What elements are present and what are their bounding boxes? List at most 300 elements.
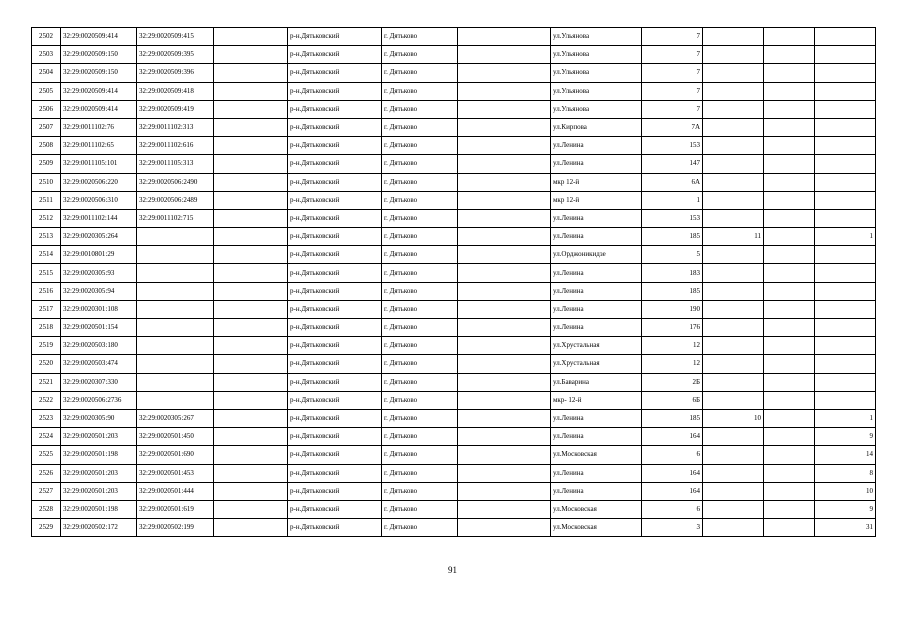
house-number-cell: 12	[642, 337, 703, 355]
row-number-cell: 2518	[32, 319, 61, 337]
related-cadastral-number-cell	[137, 355, 214, 373]
table-row	[32, 482, 876, 500]
table-row	[32, 100, 876, 118]
table-row	[32, 355, 876, 373]
city-cell: г. Дятьково	[382, 137, 458, 155]
building-number-cell	[703, 337, 764, 355]
cadastral-number-cell: 32:29:0020501:203	[61, 464, 137, 482]
page-number: 91	[448, 565, 457, 575]
related-cadastral-number-cell: 32:29:0020509:415	[137, 28, 214, 46]
related-cadastral-number-cell: 32:29:0020305:267	[137, 409, 214, 427]
district-cell: р-н.Дятьковский	[288, 428, 382, 446]
house-number-cell: 7А	[642, 118, 703, 136]
house-number-cell: 6	[642, 446, 703, 464]
house-number-cell: 153	[642, 137, 703, 155]
corpus-cell	[764, 300, 815, 318]
blank-column-cell	[214, 464, 288, 482]
apartment-number-cell	[815, 264, 876, 282]
table-row	[32, 446, 876, 464]
table-row	[32, 409, 876, 427]
city-cell: г. Дятьково	[382, 519, 458, 537]
table-row	[32, 28, 876, 46]
table-row	[32, 118, 876, 136]
cadastral-number-cell: 32:29:0011105:101	[61, 155, 137, 173]
corpus-cell	[764, 209, 815, 227]
house-number-cell: 7	[642, 28, 703, 46]
locality-cell	[458, 464, 551, 482]
locality-cell	[458, 209, 551, 227]
table-row	[32, 282, 876, 300]
locality-cell	[458, 282, 551, 300]
row-number-cell: 2514	[32, 246, 61, 264]
related-cadastral-number-cell: 32:29:0011102:616	[137, 137, 214, 155]
row-number-cell: 2528	[32, 500, 61, 518]
table-row	[32, 300, 876, 318]
locality-cell	[458, 300, 551, 318]
building-number-cell	[703, 428, 764, 446]
house-number-cell: 176	[642, 319, 703, 337]
apartment-number-cell	[815, 100, 876, 118]
registry-table-body	[32, 28, 876, 537]
city-cell: г. Дятьково	[382, 209, 458, 227]
building-number-cell	[703, 264, 764, 282]
corpus-cell	[764, 228, 815, 246]
street-cell: ул.Ленина	[551, 264, 642, 282]
house-number-cell: 7	[642, 64, 703, 82]
city-cell: г. Дятьково	[382, 46, 458, 64]
blank-column-cell	[214, 191, 288, 209]
city-cell: г. Дятьково	[382, 373, 458, 391]
locality-cell	[458, 264, 551, 282]
locality-cell	[458, 46, 551, 64]
city-cell: г. Дятьково	[382, 228, 458, 246]
related-cadastral-number-cell	[137, 319, 214, 337]
apartment-number-cell	[815, 337, 876, 355]
street-cell: ул.Ленина	[551, 428, 642, 446]
apartment-number-cell: 31	[815, 519, 876, 537]
district-cell: р-н.Дятьковский	[288, 355, 382, 373]
locality-cell	[458, 337, 551, 355]
district-cell: р-н.Дятьковский	[288, 155, 382, 173]
district-cell: р-н.Дятьковский	[288, 46, 382, 64]
blank-column-cell	[214, 428, 288, 446]
building-number-cell	[703, 82, 764, 100]
building-number-cell	[703, 28, 764, 46]
house-number-cell: 190	[642, 300, 703, 318]
district-cell: р-н.Дятьковский	[288, 391, 382, 409]
city-cell: г. Дятьково	[382, 319, 458, 337]
cadastral-number-cell: 32:29:0020503:474	[61, 355, 137, 373]
apartment-number-cell: 1	[815, 409, 876, 427]
corpus-cell	[764, 482, 815, 500]
district-cell: р-н.Дятьковский	[288, 500, 382, 518]
table-row	[32, 137, 876, 155]
blank-column-cell	[214, 482, 288, 500]
locality-cell	[458, 355, 551, 373]
apartment-number-cell	[815, 391, 876, 409]
district-cell: р-н.Дятьковский	[288, 464, 382, 482]
district-cell: р-н.Дятьковский	[288, 246, 382, 264]
locality-cell	[458, 191, 551, 209]
apartment-number-cell	[815, 319, 876, 337]
cadastral-number-cell: 32:29:0011102:76	[61, 118, 137, 136]
related-cadastral-number-cell	[137, 246, 214, 264]
street-cell: ул.Хрустальная	[551, 355, 642, 373]
street-cell: ул.Московская	[551, 446, 642, 464]
district-cell: р-н.Дятьковский	[288, 173, 382, 191]
table-row	[32, 155, 876, 173]
house-number-cell: 5	[642, 246, 703, 264]
district-cell: р-н.Дятьковский	[288, 373, 382, 391]
related-cadastral-number-cell: 32:29:0020501:453	[137, 464, 214, 482]
city-cell: г. Дятьково	[382, 82, 458, 100]
blank-column-cell	[214, 319, 288, 337]
district-cell: р-н.Дятьковский	[288, 64, 382, 82]
blank-column-cell	[214, 155, 288, 173]
table-row	[32, 337, 876, 355]
cadastral-number-cell: 32:29:0020301:108	[61, 300, 137, 318]
corpus-cell	[764, 155, 815, 173]
street-cell: ул.Ленина	[551, 282, 642, 300]
district-cell: р-н.Дятьковский	[288, 319, 382, 337]
street-cell: ул.Ульянова	[551, 100, 642, 118]
table-row	[32, 209, 876, 227]
corpus-cell	[764, 46, 815, 64]
street-cell: мкр 12-й	[551, 173, 642, 191]
row-number-cell: 2517	[32, 300, 61, 318]
corpus-cell	[764, 191, 815, 209]
apartment-number-cell	[815, 64, 876, 82]
locality-cell	[458, 100, 551, 118]
street-cell: ул.Ленина	[551, 228, 642, 246]
row-number-cell: 2525	[32, 446, 61, 464]
related-cadastral-number-cell: 32:29:0020509:419	[137, 100, 214, 118]
blank-column-cell	[214, 337, 288, 355]
locality-cell	[458, 82, 551, 100]
cadastral-number-cell: 32:29:0020506:310	[61, 191, 137, 209]
cadastral-number-cell: 32:29:0020501:198	[61, 446, 137, 464]
locality-cell	[458, 500, 551, 518]
city-cell: г. Дятьково	[382, 64, 458, 82]
building-number-cell	[703, 464, 764, 482]
blank-column-cell	[214, 373, 288, 391]
table-row	[32, 428, 876, 446]
apartment-number-cell	[815, 355, 876, 373]
corpus-cell	[764, 500, 815, 518]
blank-column-cell	[214, 264, 288, 282]
locality-cell	[458, 228, 551, 246]
related-cadastral-number-cell	[137, 300, 214, 318]
row-number-cell: 2512	[32, 209, 61, 227]
apartment-number-cell	[815, 28, 876, 46]
cadastral-number-cell: 32:29:0020305:264	[61, 228, 137, 246]
corpus-cell	[764, 428, 815, 446]
blank-column-cell	[214, 173, 288, 191]
city-cell: г. Дятьково	[382, 409, 458, 427]
street-cell: ул.Ульянова	[551, 82, 642, 100]
house-number-cell: 185	[642, 282, 703, 300]
related-cadastral-number-cell: 32:29:0020501:450	[137, 428, 214, 446]
locality-cell	[458, 373, 551, 391]
related-cadastral-number-cell: 32:29:0020506:2490	[137, 173, 214, 191]
corpus-cell	[764, 337, 815, 355]
building-number-cell	[703, 64, 764, 82]
locality-cell	[458, 64, 551, 82]
apartment-number-cell	[815, 209, 876, 227]
row-number-cell: 2520	[32, 355, 61, 373]
street-cell: мкр- 12-й	[551, 391, 642, 409]
row-number-cell: 2502	[32, 28, 61, 46]
building-number-cell	[703, 209, 764, 227]
building-number-cell: 11	[703, 228, 764, 246]
city-cell: г. Дятьково	[382, 173, 458, 191]
district-cell: р-н.Дятьковский	[288, 264, 382, 282]
apartment-number-cell	[815, 173, 876, 191]
blank-column-cell	[214, 64, 288, 82]
table-row	[32, 264, 876, 282]
building-number-cell	[703, 519, 764, 537]
corpus-cell	[764, 391, 815, 409]
related-cadastral-number-cell	[137, 391, 214, 409]
building-number-cell	[703, 319, 764, 337]
blank-column-cell	[214, 209, 288, 227]
city-cell: г. Дятьково	[382, 191, 458, 209]
row-number-cell: 2526	[32, 464, 61, 482]
house-number-cell: 7	[642, 46, 703, 64]
cadastral-number-cell: 32:29:0020501:203	[61, 428, 137, 446]
district-cell: р-н.Дятьковский	[288, 137, 382, 155]
cadastral-number-cell: 32:29:0020501:154	[61, 319, 137, 337]
row-number-cell: 2513	[32, 228, 61, 246]
district-cell: р-н.Дятьковский	[288, 337, 382, 355]
related-cadastral-number-cell	[137, 282, 214, 300]
district-cell: р-н.Дятьковский	[288, 300, 382, 318]
blank-column-cell	[214, 446, 288, 464]
table-row	[32, 191, 876, 209]
cadastral-number-cell: 32:29:0010801:29	[61, 246, 137, 264]
row-number-cell: 2503	[32, 46, 61, 64]
apartment-number-cell	[815, 118, 876, 136]
street-cell: ул.Кирпова	[551, 118, 642, 136]
locality-cell	[458, 28, 551, 46]
row-number-cell: 2511	[32, 191, 61, 209]
building-number-cell	[703, 391, 764, 409]
apartment-number-cell	[815, 46, 876, 64]
locality-cell	[458, 482, 551, 500]
cadastral-number-cell: 32:29:0011102:65	[61, 137, 137, 155]
corpus-cell	[764, 409, 815, 427]
locality-cell	[458, 519, 551, 537]
house-number-cell: 185	[642, 409, 703, 427]
related-cadastral-number-cell: 32:29:0020502:199	[137, 519, 214, 537]
corpus-cell	[764, 137, 815, 155]
blank-column-cell	[214, 118, 288, 136]
building-number-cell	[703, 482, 764, 500]
corpus-cell	[764, 446, 815, 464]
related-cadastral-number-cell	[137, 373, 214, 391]
blank-column-cell	[214, 137, 288, 155]
building-number-cell	[703, 300, 764, 318]
city-cell: г. Дятьково	[382, 155, 458, 173]
locality-cell	[458, 446, 551, 464]
table-row	[32, 246, 876, 264]
cadastral-number-cell: 32:29:0020509:150	[61, 46, 137, 64]
building-number-cell	[703, 446, 764, 464]
street-cell: ул.Московская	[551, 500, 642, 518]
table-row	[32, 173, 876, 191]
row-number-cell: 2506	[32, 100, 61, 118]
street-cell: ул.Ленина	[551, 137, 642, 155]
apartment-number-cell: 9	[815, 428, 876, 446]
locality-cell	[458, 391, 551, 409]
city-cell: г. Дятьково	[382, 300, 458, 318]
district-cell: р-н.Дятьковский	[288, 482, 382, 500]
blank-column-cell	[214, 100, 288, 118]
corpus-cell	[764, 373, 815, 391]
house-number-cell: 7	[642, 100, 703, 118]
row-number-cell: 2509	[32, 155, 61, 173]
locality-cell	[458, 118, 551, 136]
blank-column-cell	[214, 46, 288, 64]
related-cadastral-number-cell	[137, 264, 214, 282]
apartment-number-cell	[815, 373, 876, 391]
apartment-number-cell: 10	[815, 482, 876, 500]
corpus-cell	[764, 519, 815, 537]
registry-table	[31, 27, 876, 537]
row-number-cell: 2508	[32, 137, 61, 155]
table-row	[32, 373, 876, 391]
street-cell: ул.Ульянова	[551, 28, 642, 46]
blank-column-cell	[214, 246, 288, 264]
building-number-cell	[703, 500, 764, 518]
related-cadastral-number-cell: 32:29:0020501:690	[137, 446, 214, 464]
house-number-cell: 6	[642, 500, 703, 518]
city-cell: г. Дятьково	[382, 391, 458, 409]
building-number-cell	[703, 137, 764, 155]
blank-column-cell	[214, 300, 288, 318]
cadastral-number-cell: 32:29:0011102:144	[61, 209, 137, 227]
apartment-number-cell: 8	[815, 464, 876, 482]
blank-column-cell	[214, 409, 288, 427]
street-cell: ул.Баварина	[551, 373, 642, 391]
cadastral-number-cell: 32:29:0020501:203	[61, 482, 137, 500]
city-cell: г. Дятьково	[382, 264, 458, 282]
related-cadastral-number-cell	[137, 228, 214, 246]
city-cell: г. Дятьково	[382, 446, 458, 464]
house-number-cell: 12	[642, 355, 703, 373]
city-cell: г. Дятьково	[382, 428, 458, 446]
building-number-cell	[703, 100, 764, 118]
corpus-cell	[764, 82, 815, 100]
city-cell: г. Дятьково	[382, 464, 458, 482]
table-row	[32, 519, 876, 537]
cadastral-number-cell: 32:29:0020305:94	[61, 282, 137, 300]
city-cell: г. Дятьково	[382, 28, 458, 46]
apartment-number-cell	[815, 155, 876, 173]
related-cadastral-number-cell: 32:29:0020509:395	[137, 46, 214, 64]
building-number-cell	[703, 118, 764, 136]
cadastral-number-cell: 32:29:0020509:414	[61, 28, 137, 46]
apartment-number-cell: 1	[815, 228, 876, 246]
street-cell: мкр 12-й	[551, 191, 642, 209]
city-cell: г. Дятьково	[382, 337, 458, 355]
city-cell: г. Дятьково	[382, 282, 458, 300]
city-cell: г. Дятьково	[382, 118, 458, 136]
corpus-cell	[764, 173, 815, 191]
building-number-cell	[703, 191, 764, 209]
district-cell: р-н.Дятьковский	[288, 446, 382, 464]
blank-column-cell	[214, 355, 288, 373]
building-number-cell	[703, 46, 764, 64]
blank-column-cell	[214, 28, 288, 46]
house-number-cell: 6Б	[642, 391, 703, 409]
corpus-cell	[764, 464, 815, 482]
house-number-cell: 147	[642, 155, 703, 173]
blank-column-cell	[214, 82, 288, 100]
row-number-cell: 2524	[32, 428, 61, 446]
row-number-cell: 2523	[32, 409, 61, 427]
house-number-cell: 164	[642, 464, 703, 482]
street-cell: ул.Ленина	[551, 319, 642, 337]
blank-column-cell	[214, 500, 288, 518]
row-number-cell: 2521	[32, 373, 61, 391]
row-number-cell: 2516	[32, 282, 61, 300]
row-number-cell: 2505	[32, 82, 61, 100]
related-cadastral-number-cell: 32:29:0011105:313	[137, 155, 214, 173]
row-number-cell: 2504	[32, 64, 61, 82]
street-cell: ул.Ульянова	[551, 46, 642, 64]
related-cadastral-number-cell: 32:29:0020501:619	[137, 500, 214, 518]
street-cell: ул.Ленина	[551, 155, 642, 173]
table-row	[32, 500, 876, 518]
district-cell: р-н.Дятьковский	[288, 209, 382, 227]
row-number-cell: 2522	[32, 391, 61, 409]
cadastral-number-cell: 32:29:0020509:414	[61, 82, 137, 100]
corpus-cell	[764, 118, 815, 136]
corpus-cell	[764, 264, 815, 282]
street-cell: ул.Ленина	[551, 300, 642, 318]
city-cell: г. Дятьково	[382, 100, 458, 118]
district-cell: р-н.Дятьковский	[288, 409, 382, 427]
table-row	[32, 391, 876, 409]
locality-cell	[458, 409, 551, 427]
related-cadastral-number-cell: 32:29:0020509:418	[137, 82, 214, 100]
related-cadastral-number-cell: 32:29:0011102:715	[137, 209, 214, 227]
related-cadastral-number-cell: 32:29:0020509:396	[137, 64, 214, 82]
table-row	[32, 464, 876, 482]
locality-cell	[458, 155, 551, 173]
corpus-cell	[764, 319, 815, 337]
district-cell: р-н.Дятьковский	[288, 519, 382, 537]
street-cell: ул.Московская	[551, 519, 642, 537]
apartment-number-cell	[815, 137, 876, 155]
cadastral-number-cell: 32:29:0020305:93	[61, 264, 137, 282]
house-number-cell: 3	[642, 519, 703, 537]
street-cell: ул.Ленина	[551, 209, 642, 227]
city-cell: г. Дятьково	[382, 500, 458, 518]
district-cell: р-н.Дятьковский	[288, 82, 382, 100]
corpus-cell	[764, 28, 815, 46]
cadastral-number-cell: 32:29:0020502:172	[61, 519, 137, 537]
row-number-cell: 2529	[32, 519, 61, 537]
house-number-cell: 7	[642, 82, 703, 100]
blank-column-cell	[214, 519, 288, 537]
row-number-cell: 2510	[32, 173, 61, 191]
apartment-number-cell	[815, 282, 876, 300]
cadastral-number-cell: 32:29:0020506:2736	[61, 391, 137, 409]
house-number-cell: 2Б	[642, 373, 703, 391]
building-number-cell	[703, 155, 764, 173]
